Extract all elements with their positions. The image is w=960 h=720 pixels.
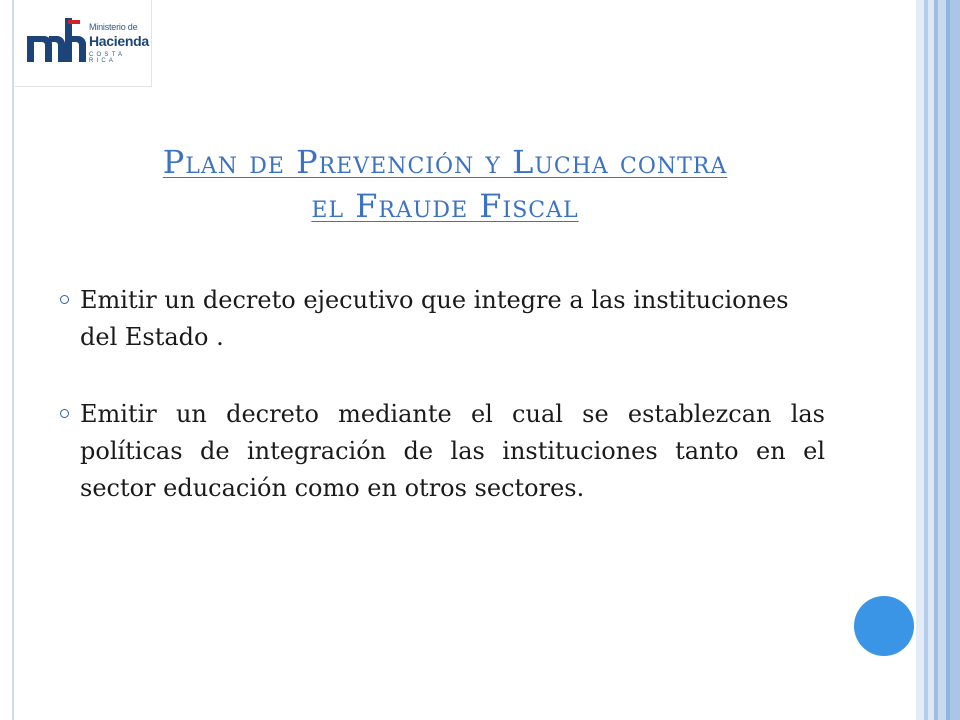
stripe bbox=[916, 0, 924, 720]
logo-text-country: COSTA RICA bbox=[89, 52, 125, 64]
left-border-line bbox=[12, 0, 14, 720]
hacienda-logo-icon bbox=[27, 18, 87, 66]
bullet-ring-icon bbox=[60, 295, 69, 304]
right-decorative-stripes bbox=[916, 0, 960, 720]
logo-text-hacienda: Hacienda bbox=[89, 33, 149, 49]
stripe bbox=[950, 0, 960, 720]
stripe bbox=[938, 0, 946, 720]
ministry-logo bbox=[15, 0, 152, 87]
decorative-circle bbox=[854, 596, 914, 656]
bullet-ring-icon bbox=[60, 409, 69, 418]
title-line-1: Plan de Prevención y Lucha contra bbox=[162, 143, 728, 181]
slide-title bbox=[40, 140, 850, 228]
bullet-text: Emitir un decreto mediante el cual se establezcan las políticas de integración de las instituciones tanto en el sector educación como en otros sectores. bbox=[80, 400, 825, 502]
bullet-item bbox=[60, 396, 825, 507]
bullet-item bbox=[60, 282, 825, 356]
title-line-2: el Fraude Fiscal bbox=[311, 187, 579, 225]
bullet-list bbox=[60, 282, 825, 547]
logo-text-ministerio: Ministerio de bbox=[89, 22, 138, 32]
bullet-text: Emitir un decreto ejecutivo que integre a las instituciones del Estado . bbox=[80, 286, 789, 351]
